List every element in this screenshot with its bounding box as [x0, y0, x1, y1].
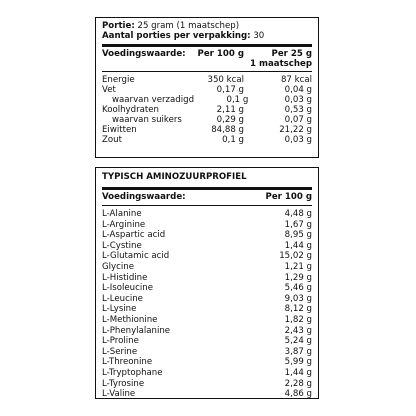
nutrient-per25: 0,03 g — [284, 95, 312, 105]
amino-row — [102, 209, 312, 220]
portion-line — [102, 21, 312, 31]
amino-acid-value: 1,44 g — [284, 367, 312, 378]
nutrition-row — [102, 135, 312, 145]
amino-row — [102, 220, 312, 231]
amino-acid-name: L-Lysine — [102, 304, 137, 315]
amino-acid-name: Glycine — [102, 261, 134, 272]
nutrition-header-per25-line2: 1 maatschep — [250, 59, 312, 69]
nutrient-per100: 0,1 g — [226, 95, 249, 105]
amino-acid-name: L-Tryptophane — [102, 367, 163, 378]
divider-thick — [102, 187, 312, 190]
nutrient-name: waarvan verzadigd — [112, 95, 195, 105]
amino-acid-name: L-Arginine — [102, 219, 146, 230]
amino-header-row — [102, 192, 312, 203]
amino-acid-value: 1,21 g — [284, 261, 312, 272]
nutrient-name: Zout — [102, 135, 122, 145]
amino-acid-name: L-Threonine — [102, 357, 153, 368]
amino-row — [102, 379, 312, 390]
nutrient-per25: 0,04 g — [284, 85, 312, 95]
nutrition-row — [102, 105, 312, 115]
amino-row — [102, 294, 312, 305]
nutrition-header-per25-line1: Per 25 g — [271, 49, 312, 59]
amino-acid-name: L-Isoleucine — [102, 283, 153, 294]
amino-acid-value: 5,24 g — [284, 336, 312, 347]
portion-label: Portie: — [102, 21, 135, 31]
amino-acid-name: L-Phenylalanine — [102, 325, 171, 336]
nutrient-per25: 87 kcal — [280, 75, 312, 85]
nutrient-per25: 0,03 g — [284, 135, 312, 145]
portion-value: 25 gram (1 maatschep) — [137, 21, 240, 31]
amino-row — [102, 283, 312, 294]
amino-acid-value: 1,29 g — [284, 272, 312, 283]
amino-acid-name: L-Alanine — [102, 209, 142, 219]
amino-acid-name: L-Methionine — [102, 314, 158, 325]
nutrition-header-per25 — [244, 49, 312, 69]
amino-acid-value: 2,43 g — [284, 325, 312, 336]
nutrient-name: waarvan suikers — [112, 115, 182, 125]
nutrient-per100: 84,88 g — [211, 125, 244, 135]
nutrient-per100: 350 kcal — [207, 75, 244, 85]
amino-acid-value: 15,02 g — [279, 251, 312, 262]
amino-header-per100: Per 100 g — [265, 192, 312, 202]
amino-row — [102, 241, 312, 252]
amino-acid-value: 8,12 g — [284, 304, 312, 315]
amino-row — [102, 304, 312, 315]
nutrient-per25: 0,07 g — [284, 115, 312, 125]
amino-row — [102, 273, 312, 284]
amino-acid-value: 2,28 g — [284, 378, 312, 389]
amino-row — [102, 262, 312, 273]
divider-thin — [102, 205, 312, 206]
amino-row — [102, 347, 312, 358]
nutrient-per25: 21,22 g — [279, 125, 312, 135]
nutrient-name: Koolhydraten — [102, 105, 160, 115]
amino-header-label: Voedingswaarde: — [102, 192, 186, 202]
amino-row — [102, 251, 312, 262]
servings-label: Aantal porties per verpakking: — [102, 31, 251, 41]
nutrient-per100: 0,1 g — [222, 135, 244, 145]
amino-rows — [102, 209, 312, 400]
amino-acid-value: 8,95 g — [284, 230, 312, 241]
nutrition-row — [102, 75, 312, 85]
amino-acid-name: L-Glutamic acid — [102, 251, 170, 262]
nutrition-header-label: Voedingswaarde: — [102, 49, 186, 59]
amino-acid-name: L-Valine — [102, 389, 136, 400]
nutrition-header-row — [102, 49, 312, 69]
amino-row — [102, 315, 312, 326]
nutrition-row — [102, 115, 312, 125]
amino-acid-value: 5,46 g — [284, 283, 312, 294]
portion-info — [102, 18, 312, 41]
amino-row — [102, 368, 312, 379]
nutrient-name: Eiwitten — [102, 125, 137, 135]
amino-acid-name: L-Histidine — [102, 272, 148, 283]
nutrition-facts-panel — [95, 17, 319, 158]
nutrient-name: Vet — [102, 85, 116, 95]
amino-acid-value: 4,48 g — [284, 209, 312, 219]
amino-acid-profile-panel — [95, 167, 319, 399]
nutrient-name: Energie — [102, 75, 135, 85]
divider-thin — [102, 71, 312, 72]
amino-acid-name: L-Serine — [102, 346, 138, 357]
amino-acid-name: L-Tyrosine — [102, 378, 145, 389]
nutrition-rows — [102, 75, 312, 145]
amino-acid-value: 1,44 g — [284, 240, 312, 251]
servings-line — [102, 31, 312, 41]
divider-thick — [102, 44, 312, 47]
amino-acid-value: 1,82 g — [284, 314, 312, 325]
amino-acid-name: L-Aspartic acid — [102, 230, 166, 241]
nutrient-per25: 0,53 g — [284, 105, 312, 115]
amino-acid-name: L-Proline — [102, 336, 139, 347]
nutrient-per100: 0,17 g — [216, 85, 244, 95]
amino-title: TYPISCH AMINOZUURPROFIEL — [102, 172, 247, 182]
amino-row — [102, 336, 312, 347]
amino-row — [102, 326, 312, 337]
amino-acid-value: 9,03 g — [284, 293, 312, 304]
nutrition-header-per100: Per 100 g — [197, 49, 244, 59]
nutrition-row — [102, 95, 312, 105]
amino-acid-value: 5,99 g — [284, 357, 312, 368]
amino-row — [102, 389, 312, 400]
nutrition-row — [102, 85, 312, 95]
amino-acid-value: 4,86 g — [284, 389, 312, 400]
nutrient-per100: 0,29 g — [216, 115, 244, 125]
amino-acid-name: L-Leucine — [102, 293, 143, 304]
amino-row — [102, 230, 312, 241]
amino-acid-value: 3,87 g — [284, 346, 312, 357]
amino-acid-value: 1,67 g — [284, 219, 312, 230]
amino-acid-name: L-Cystine — [102, 240, 142, 251]
nutrient-per100: 2,11 g — [216, 105, 244, 115]
nutrition-row — [102, 125, 312, 135]
servings-value: 30 — [253, 31, 265, 41]
amino-row — [102, 357, 312, 368]
